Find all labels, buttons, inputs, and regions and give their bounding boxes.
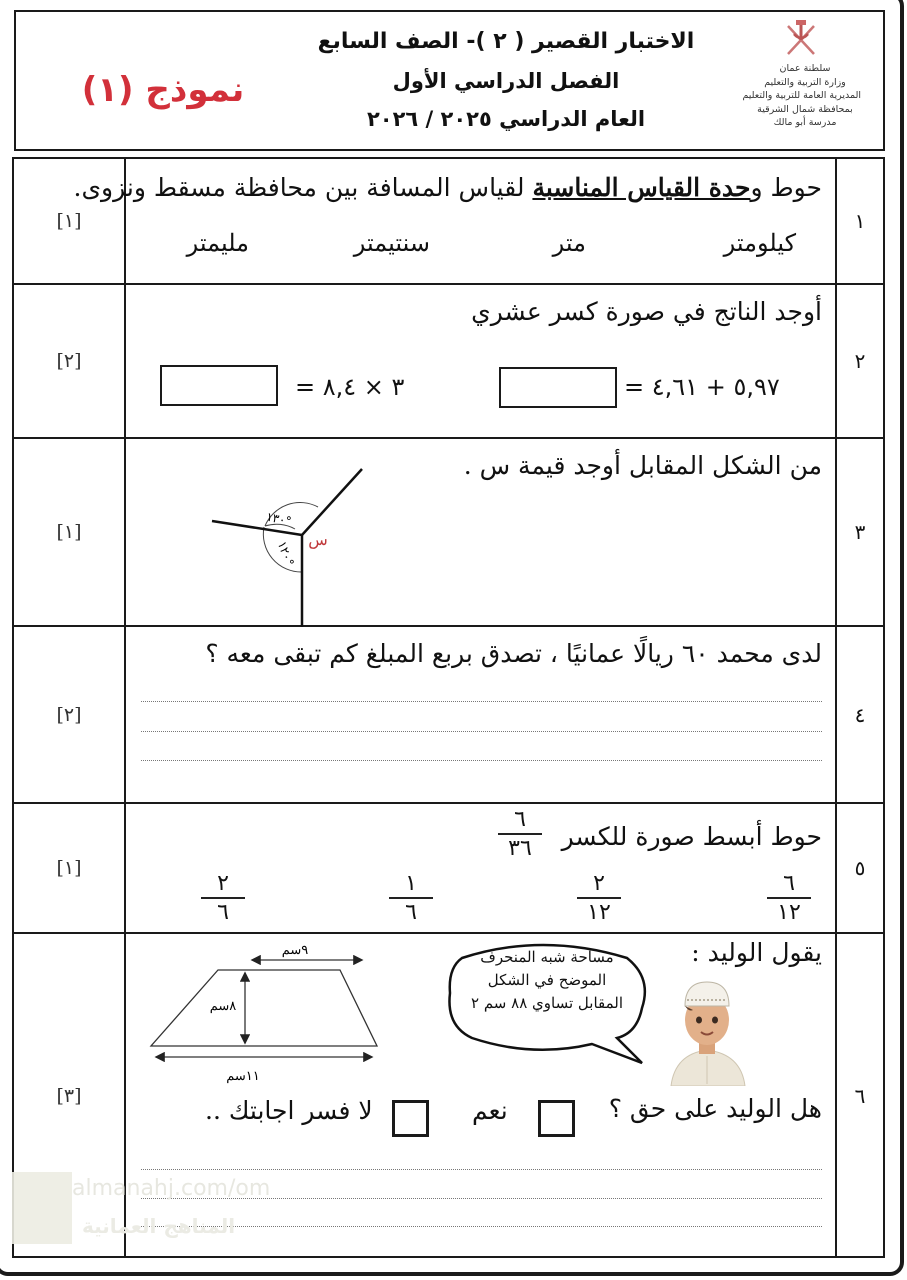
ministry-line: سلطنة عمان (779, 63, 831, 74)
fraction-numerator: ١ (405, 871, 417, 896)
bubble-line: المقابل تساوي ٨٨ سم ٢ (470, 994, 624, 1012)
fraction-numerator: ٢ (217, 871, 229, 896)
question-text: حوط أبسط صورة للكسر (561, 822, 822, 851)
fraction-denominator: ١٢ (587, 900, 611, 925)
question-row-2 (14, 285, 883, 439)
marks-value: [١] (56, 521, 82, 543)
question-number: ٥ (835, 804, 883, 932)
question-text: من الشكل المقابل أوجد قيمة س . (463, 451, 822, 480)
option-kilometer[interactable]: كيلومتر (723, 229, 796, 257)
exam-header (14, 10, 885, 151)
ministry-line: المديرية العامة للتربية والتعليم (742, 90, 861, 102)
ministry-line: مدرسة أبو مالك (773, 117, 837, 129)
unknown-angle-label: س (308, 530, 328, 549)
boy-character-icon (665, 976, 749, 1086)
question-row-4 (14, 627, 883, 804)
question-text: لدى محمد ٦٠ ريالًا عمانيًا ، تصدق بربع المبلغ كم تبقى معه ؟ (205, 639, 822, 668)
ministry-line: بمحافظة شمال الشرقية (757, 103, 853, 115)
answer-line[interactable] (141, 1169, 822, 1170)
given-fraction (498, 808, 542, 861)
exam-title (316, 24, 696, 138)
no-explain-label: لا فسر اجابتك .. (205, 1096, 373, 1125)
ministry-line: وزارة التربية والتعليم (764, 76, 846, 88)
question-content (73, 159, 834, 283)
question-text (74, 173, 823, 202)
fraction-option-3[interactable] (389, 872, 433, 925)
marks-value: [٣] (56, 1085, 82, 1107)
academic-year-line: العام الدراسي ٢٠٢٥ / ٢٠٢٦ (366, 107, 646, 131)
expression-multiplication: ٣ × ٨,٤ = (295, 373, 405, 401)
marks-cell (14, 627, 126, 802)
exam-title-line: الاختبار القصير ( ٢ )- الصف السابع (317, 29, 695, 54)
angle-figure (182, 459, 382, 627)
question-row-6 (14, 934, 883, 1258)
answer-line[interactable] (141, 701, 822, 702)
question-number: ٢ (835, 285, 883, 437)
question-content (127, 934, 834, 1258)
angle-label-120: ١٢٠° (274, 539, 297, 568)
watermark-logo (12, 1172, 72, 1244)
marks-cell (14, 285, 126, 437)
angle-label-130: ١٣٠° (264, 509, 293, 529)
bottom-base-label: ١١سم (226, 1069, 260, 1084)
question-number: ٦ (835, 934, 883, 1258)
fraction-bar (577, 897, 621, 899)
fraction-denominator: ١٢ (777, 900, 801, 925)
question-content (127, 627, 834, 802)
fraction-denominator: ٣٦ (508, 836, 532, 861)
watermark-url: almanahj.com/om (72, 1176, 271, 1201)
top-base-label: ٩سم (281, 943, 309, 958)
yes-no-question: هل الوليد على حق ؟ (608, 1094, 822, 1123)
fraction-option-4[interactable] (201, 872, 245, 925)
marks-value: [٢] (56, 703, 82, 726)
fraction-numerator: ٢ (593, 871, 605, 896)
oman-emblem-icon (784, 18, 818, 58)
bubble-text (462, 946, 632, 1015)
trapezoid-shape (151, 970, 377, 1046)
question-row-1 (14, 159, 883, 285)
fraction-bar (201, 897, 245, 899)
answer-box-multiplication[interactable] (160, 365, 278, 406)
question-number: ٣ (835, 439, 883, 625)
fraction-bar (389, 897, 433, 899)
ray-upper-right (302, 469, 362, 535)
question-content (127, 439, 834, 625)
question-content (127, 804, 834, 932)
model-label: نموذج (١) (81, 70, 245, 110)
height-label: ٨سم (209, 999, 237, 1014)
fraction-denominator: ٦ (405, 900, 417, 925)
fraction-bar (767, 897, 811, 899)
semester-line: الفصل الدراسي الأول (392, 69, 620, 93)
answer-line[interactable] (141, 731, 822, 732)
marks-cell (14, 439, 126, 625)
marks-value: [١] (56, 857, 82, 879)
answer-line[interactable] (141, 1226, 822, 1227)
question-row-3 (14, 439, 883, 627)
yes-label: نعم (472, 1096, 508, 1125)
option-millimeter[interactable]: مليمتر (186, 229, 249, 257)
fraction-numerator: ٦ (514, 807, 526, 832)
fraction-option-2[interactable] (577, 872, 621, 925)
questions-table (12, 157, 885, 1258)
fraction-option-1[interactable] (767, 872, 811, 925)
answer-line[interactable] (141, 760, 822, 761)
option-meter[interactable]: متر (552, 229, 586, 257)
question-text-part: لقياس المسافة بين محافظة مسقط ونزوى. (73, 173, 533, 202)
no-checkbox[interactable] (392, 1100, 429, 1137)
yes-checkbox[interactable] (538, 1100, 575, 1137)
expression-addition: ٥,٩٧ + ٤,٦١ = (624, 373, 780, 401)
option-centimeter[interactable]: سنتيمتر (353, 229, 430, 257)
trapezoid-figure (145, 934, 395, 1084)
marks-cell (14, 804, 126, 932)
marks-value: [١] (56, 210, 82, 232)
fraction-denominator: ٦ (217, 900, 229, 925)
ministry-info (742, 62, 861, 130)
watermark-arabic: المناهج العمانية (82, 1214, 236, 1238)
answer-box-addition[interactable] (499, 367, 617, 408)
question-emphasis: حدة القياس المناسبة (532, 173, 751, 202)
bubble-line: الموضح في الشكل (487, 971, 607, 989)
marks-value: [٢] (56, 350, 82, 372)
bubble-line: مساحة شبه المنحرف (480, 948, 614, 966)
question-content (127, 285, 834, 437)
question-number: ٤ (835, 627, 883, 802)
fraction-numerator: ٦ (783, 871, 795, 896)
question-text-part: حوط و (750, 173, 822, 202)
question-text: أوجد الناتج في صورة كسر عشري (471, 297, 822, 326)
question-row-5 (14, 804, 883, 934)
fraction-bar (498, 833, 542, 835)
question-intro: يقول الوليد : (691, 938, 822, 967)
question-number: ١ (835, 159, 883, 283)
